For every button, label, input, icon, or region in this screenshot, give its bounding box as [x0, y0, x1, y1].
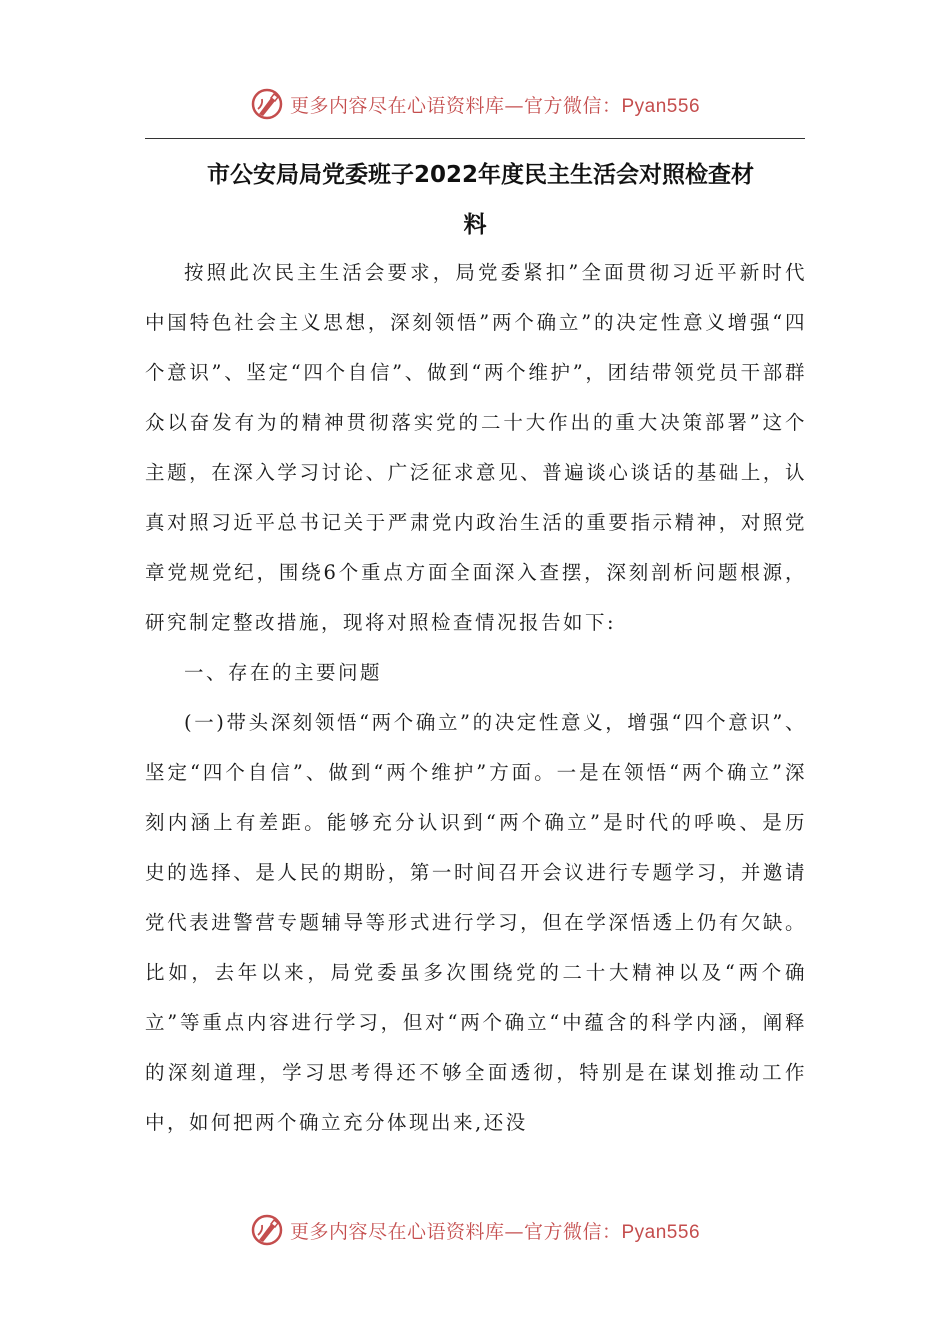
header-watermark-text	[290, 91, 700, 118]
header-dash: —	[504, 94, 524, 117]
header-wechat-label: 官方微信：	[523, 94, 622, 117]
footer-watermark-banner	[0, 1210, 950, 1250]
body-paragraph: (一)带头深刻领悟“两个确立”的决定性意义，增强“四个意识”、坚定“四个自信”、做到“两个维护”方面。一是在领悟“两个确立”深刻内涵上有差距。能够充分认识到“两个确立”是时代的呼唤、是历史的选择、是人民的期盼，第一时间召开会议进行专题学习，并邀请党代表进警营专题辅导等形式进行学习，但在学深悟透上仍有欠缺。比如，去年以来，局党委虽多次围绕党的二十大精神以及“两个确立”等重点内容进行学习，但对“两个确立“中蕴含的科学内涵，阐释的深刻道理，学习思考得还不够全面透彻，特别是在谋划推动工作中，如何把两个确立充分体现出来,还没	[145, 711, 807, 1134]
document-title	[145, 150, 805, 250]
section-heading: 一、存在的主要问题	[184, 661, 383, 684]
footer-wechat-label: 官方微信：	[523, 1220, 622, 1243]
pen-logo-icon	[250, 87, 284, 121]
intro-paragraph: 按照此次民主生活会要求，局党委紧扣”全面贯彻习近平新时代中国特色社会主义思想，深刻领悟”两个确立”的决定性意义增强“四个意识”、坚定“四个自信”、做到“两个维护”，团结带领党员干部群众以奋发有为的精神贯彻落实党的二十大作出的重大决策部署”这个主题，在深入学习讨论、广泛征求意见、普遍谈心谈话的基础上，认真对照习近平总书记关于严肃党内政治生活的重要指示精神，对照党章党规党纪，围绕6个重点方面全面深入查摆，深刻剖析问题根源，研究制定整改措施，现将对照检查情况报告如下:	[145, 261, 807, 634]
footer-wechat-id: Pyan556	[621, 1221, 701, 1243]
footer-watermark-text	[290, 1217, 700, 1244]
title-line-2: 料	[463, 212, 487, 238]
header-wechat-id: Pyan556	[621, 95, 701, 117]
pen-logo-icon	[250, 1213, 284, 1247]
document-body	[145, 248, 807, 1148]
title-line-1: 市公安局局党委班子2022年度民主生活会对照检查材	[207, 162, 755, 188]
header-site-name: 更多内容尽在心语资料库	[289, 94, 505, 117]
header-divider	[145, 138, 805, 139]
header-watermark-banner	[0, 84, 950, 124]
footer-site-name: 更多内容尽在心语资料库	[289, 1220, 505, 1243]
footer-dash: —	[504, 1220, 524, 1243]
